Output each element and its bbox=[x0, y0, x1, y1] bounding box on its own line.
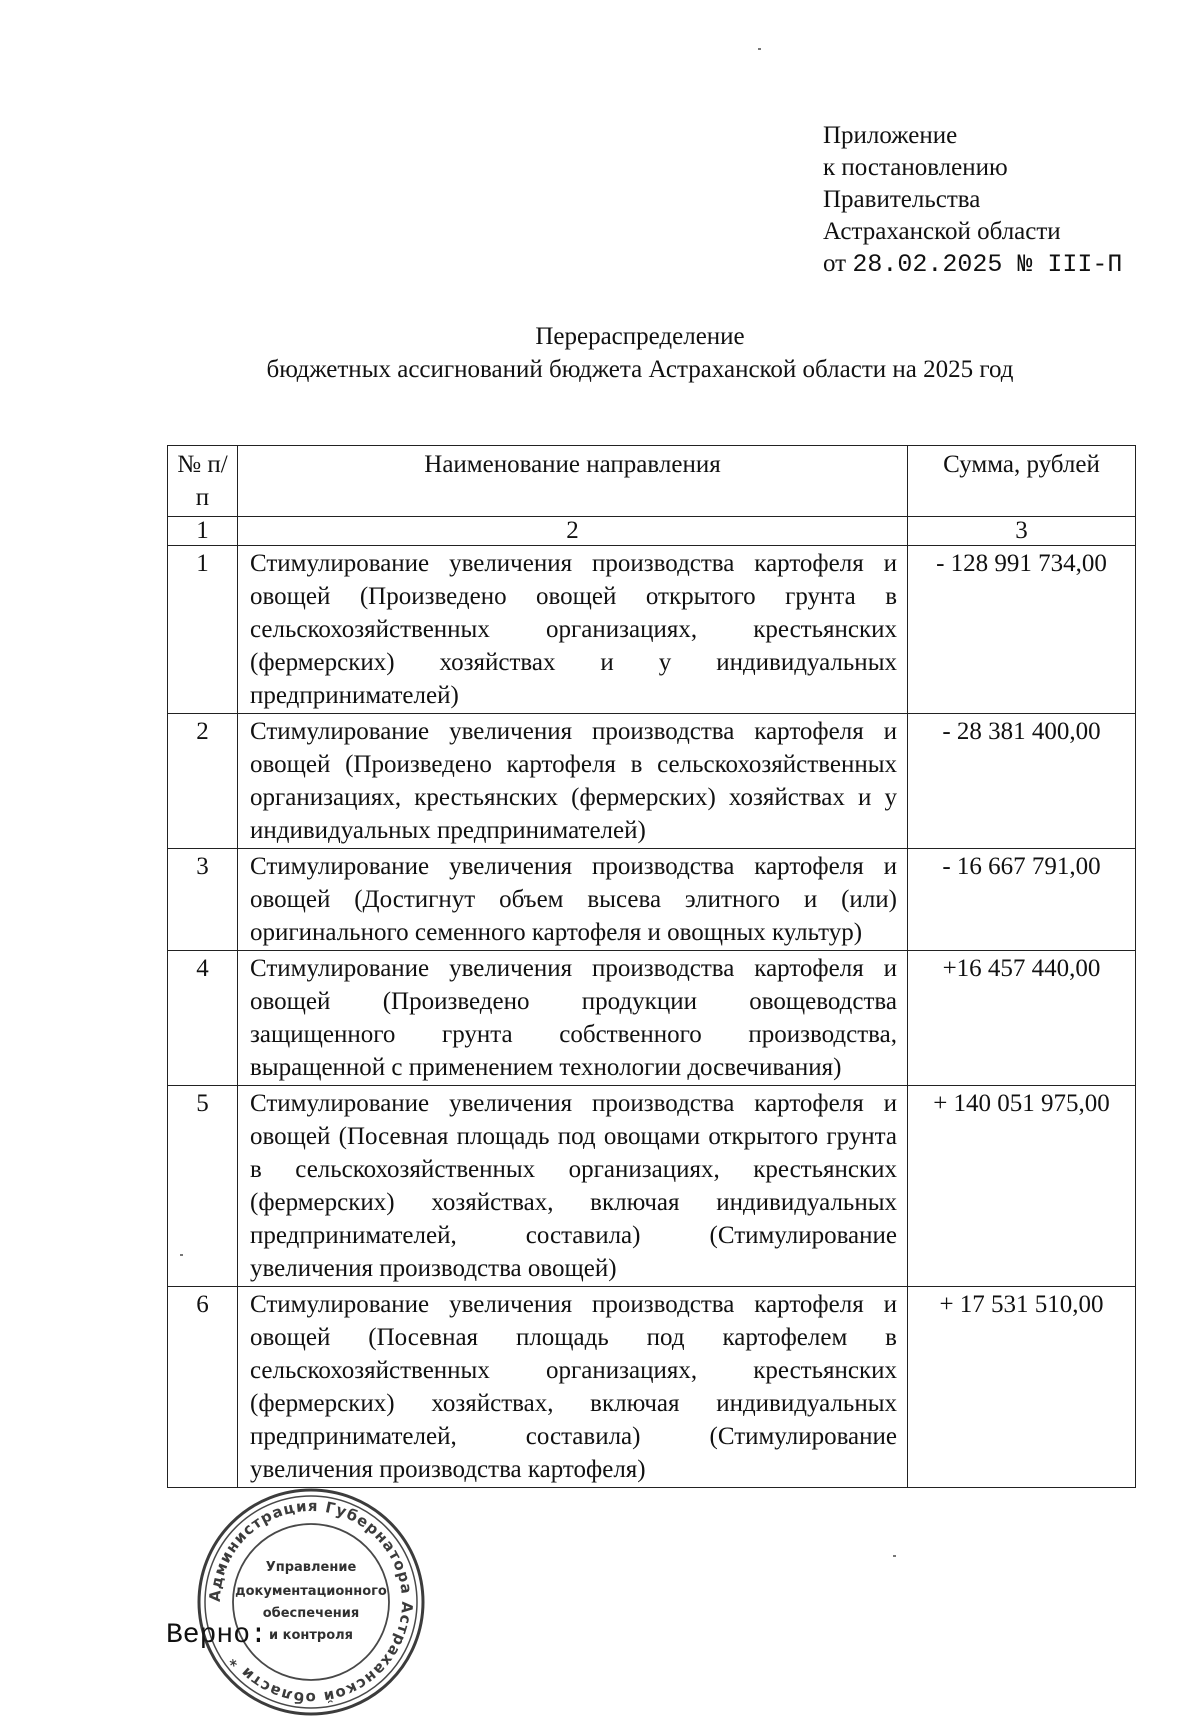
table-row bbox=[168, 1086, 1136, 1287]
seal-center-line: документационного bbox=[235, 1584, 387, 1599]
seal-center-line: обеспечения bbox=[262, 1606, 360, 1621]
scan-speck bbox=[893, 1555, 896, 1557]
title-line-2: бюджетных ассигнований бюджета Астраханской области на 2025 год bbox=[266, 356, 1014, 383]
official-seal-stamp bbox=[196, 1487, 426, 1717]
header-num: № п/п bbox=[168, 446, 238, 517]
row-number: 6 bbox=[168, 1287, 238, 1488]
appendix-line-3: Правительства bbox=[823, 186, 981, 213]
row-amount: - 16 667 791,00 bbox=[908, 849, 1136, 951]
table-row bbox=[168, 849, 1136, 951]
row-amount: + 140 051 975,00 bbox=[908, 1086, 1136, 1287]
appendix-header bbox=[823, 120, 1122, 281]
appendix-line-2: к постановлению bbox=[823, 154, 1008, 181]
document-title bbox=[160, 320, 1120, 386]
header-name: Наименование направления bbox=[238, 446, 908, 517]
row-direction-name: Стимулирование увеличения производства картофеля и овощей (Посевная площадь под овощами открытого грунта в сельскохозяйственных организациях, крестьянских (фермерских) хозяйствах, включая индивидуальных предпринимателей, составила) (Стимулирование увеличения производства овощей) bbox=[238, 1086, 908, 1287]
seal-center-line: и контроля bbox=[268, 1628, 354, 1643]
row-number: 5 bbox=[168, 1086, 238, 1287]
column-number-1: 1 bbox=[168, 517, 238, 546]
title-line-1: Перераспределение bbox=[535, 323, 745, 350]
appendix-date-prefix: от bbox=[823, 250, 847, 277]
column-number-2: 2 bbox=[238, 517, 908, 546]
appendix-line-4: Астраханской области bbox=[823, 218, 1061, 245]
header-sum: Сумма, рублей bbox=[908, 446, 1136, 517]
appendix-line-1: Приложение bbox=[823, 122, 958, 149]
row-number: 2 bbox=[168, 714, 238, 849]
row-direction-name: Стимулирование увеличения производства картофеля и овощей (Произведено продукции овощеводства защищенного грунта собственного производства, выращенной с применением технологии досвечивания) bbox=[238, 951, 908, 1086]
reallocation-table bbox=[167, 445, 1136, 1488]
row-number: 4 bbox=[168, 951, 238, 1086]
scan-speck bbox=[180, 1254, 183, 1256]
row-amount: - 128 991 734,00 bbox=[908, 546, 1136, 714]
row-direction-name: Стимулирование увеличения производства картофеля и овощей (Произведено картофеля в сельскохозяйственных организациях, крестьянских (фермерских) хозяйствах и у индивидуальных предпринимателей) bbox=[238, 714, 908, 849]
svg-text:Администрация Губернатора Астр: Администрация Губернатора Астраханской области * bbox=[205, 1496, 417, 1708]
appendix-date-line bbox=[823, 248, 1122, 281]
appendix-date-value: 28.02.2025 № III-П bbox=[852, 250, 1123, 279]
table-row bbox=[168, 546, 1136, 714]
row-number: 1 bbox=[168, 546, 238, 714]
row-amount: +16 457 440,00 bbox=[908, 951, 1136, 1086]
seal-center-line: Управление bbox=[265, 1560, 357, 1575]
table-row bbox=[168, 1287, 1136, 1488]
row-direction-name: Стимулирование увеличения производства картофеля и овощей (Произведено овощей открытого грунта в сельскохозяйственных организациях, крестьянских (фермерских) хозяйствах и у индивидуальных предпринимателей) bbox=[238, 546, 908, 714]
column-number-3: 3 bbox=[908, 517, 1136, 546]
row-amount: + 17 531 510,00 bbox=[908, 1287, 1136, 1488]
verno-label: Верно: bbox=[166, 1620, 267, 1651]
scan-speck bbox=[758, 48, 761, 50]
row-direction-name: Стимулирование увеличения производства картофеля и овощей (Посевная площадь под картофелем в сельскохозяйственных организациях, крестьянских (фермерских) хозяйствах, включая индивидуальных предпринимателей, составила) (Стимулирование увеличения производства картофеля) bbox=[238, 1287, 908, 1488]
row-number: 3 bbox=[168, 849, 238, 951]
table-header-row bbox=[168, 446, 1136, 517]
column-number-row bbox=[168, 517, 1136, 546]
row-direction-name: Стимулирование увеличения производства картофеля и овощей (Достигнут объем высева элитного и (или) оригинального семенного картофеля и овощных культур) bbox=[238, 849, 908, 951]
row-amount: - 28 381 400,00 bbox=[908, 714, 1136, 849]
table-row bbox=[168, 951, 1136, 1086]
table-row bbox=[168, 714, 1136, 849]
